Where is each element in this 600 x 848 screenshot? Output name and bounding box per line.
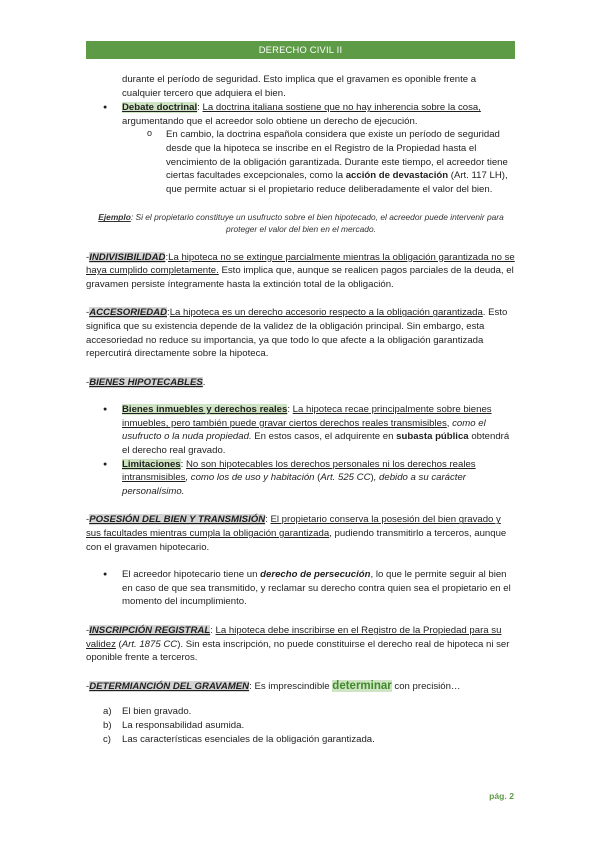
section-determinacion: -DETERMIANCIÓN DEL GRAVAMEN: Es imprescindible determinar con precisión… — [86, 679, 461, 692]
continuation-paragraph: durante el período de seguridad. Esto implica que el gravamen es oponible frente a cualquier tercero que adquiera el bien. — [122, 74, 477, 99]
accion-devastacion: acción de devastación — [345, 170, 449, 182]
document-header — [86, 41, 515, 59]
example-note: Ejemplo: Si el propietario constituye un usufructo sobre el bien hipotecado, el acreedor puede intervenir para proteger el valor del bien en el mercado. — [98, 212, 504, 234]
debate-label: Debate doctrinal — [122, 102, 198, 114]
list-item: a) El bien gravado. — [103, 706, 192, 718]
section-title: POSESIÓN DEL BIEN Y TRANSMISIÓN — [89, 514, 266, 526]
bullet-bienes-inmuebles: ● Bienes inmuebles y derechos reales: La hipoteca recae principalmente sobre bienes inmuebles, pero también puede gravar ciertos derechos reales transmisibles, como el usufructo o la nuda propiedad. En estos casos, el adquirente en subasta pública obtendrá el derecho real gravado. — [86, 403, 516, 457]
page-number: pág. 2 — [489, 791, 514, 801]
bullet-limitaciones: ● Limitaciones: No son hipotecables los derechos personales ni los derechos reales intransmisibles, como los de uso y habitación (Art. 525 CC), debido a su carácter personalísimo. — [86, 458, 516, 499]
list-item: c) Las características esenciales de la obligación garantizada. — [103, 733, 375, 745]
section-title: INDIVISIBILIDAD — [89, 251, 166, 263]
debate-underlined-text: La doctrina italiana sostiene que no hay inherencia sobre la cosa, — [202, 102, 481, 114]
page-content — [86, 73, 516, 746]
bullet-derecho-persecucion: ● El acreedor hipotecario tiene un derecho de persecución, lo que le permite seguir al bien en caso de que sea transmitido, y reclamar su derecho contra quien sea el propietario en el momento del incumplimiento. — [86, 568, 516, 609]
section-title: INSCRIPCIÓN REGISTRAL — [89, 625, 211, 636]
determinar-highlight: determinar — [332, 679, 392, 692]
section-title: BIENES HIPOTECABLES — [89, 376, 203, 388]
section-title: DETERMIANCIÓN DEL GRAVAMEN — [89, 680, 250, 692]
section-posesion: -POSESIÓN DEL BIEN Y TRANSMISIÓN: El propietario conserva la posesión del bien gravado y sus facultades mientras cumpla la obligación garantizada, pudiendo transmitirlo a terceros, aunque con el gravamen hipotecario. — [86, 514, 507, 553]
section-indivisibilidad: -INDIVISIBILIDAD:La hipoteca no se extingue parcialmente mientras la obligación garantizada no se haya cumplido completamente. Esto implica que, aunque se realicen pagos parciales de la deuda, el gravamen persiste íntegramente hasta la extinción total de la obligación. — [86, 251, 515, 290]
sub-bullet-doctrina-espanola: o En cambio, la doctrina española considera que existe un período de seguridad desde que la hipoteca se inscribe en el Registro de la Propiedad hasta el vencimiento de la obligación garantizada. Durante este tiempo, el acreedor tiene ciertas facultades excepcionales, como la acción de devastación (Art. 117 LH), que permite actuar si el propietario reduce deliberadamente el valor del bien. — [86, 128, 516, 196]
section-bienes-hipotecables: -BIENES HIPOTECABLES. — [86, 376, 206, 388]
section-inscripcion: -INSCRIPCIÓN REGISTRAL: La hipoteca debe inscribirse en el Registro de la Propiedad para su validez (Art. 1875 CC). Sin esta inscripción, no puede constituirse el derecho real de hipoteca ni ser oponible frente a terceros. — [86, 625, 510, 664]
header-title: DERECHO CIVIL II — [258, 44, 343, 55]
determinacion-list — [86, 705, 516, 746]
list-item: b) La responsabilidad asumida. — [103, 719, 245, 731]
section-accesoriedad: -ACCESORIEDAD:La hipoteca es un derecho accesorio respecto a la obligación garantizada. Esto significa que su existencia depende de la validez de la obligación principal. Sin embargo, esta accesoriedad no reduce su importancia, ya que todo lo que afecte a la obligación garantizada repercutirá directamente sobre la hipoteca. — [86, 307, 508, 360]
example-label: Ejemplo — [98, 212, 131, 223]
section-title: ACCESORIEDAD — [89, 307, 168, 319]
bullet-debate-doctrinal: ● Debate doctrinal: La doctrina italiana sostiene que no hay inherencia sobre la cosa, argumentando que el acreedor solo obtiene un derecho de ejecución. — [86, 101, 516, 128]
